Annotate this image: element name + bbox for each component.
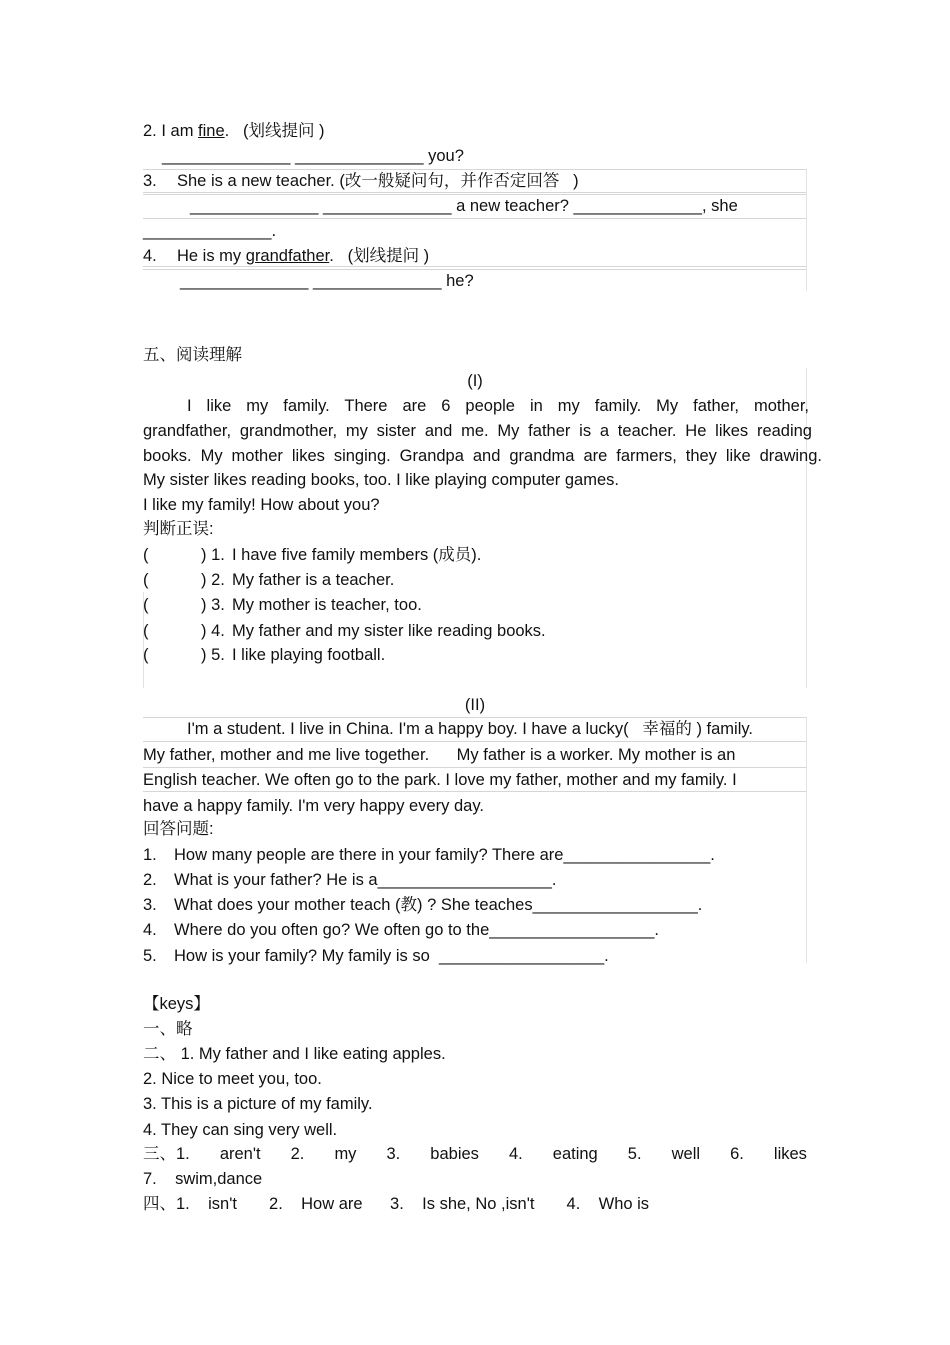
tf-item	[143, 570, 394, 590]
rule	[143, 194, 807, 195]
key-line: 二、 1. My father and I like eating apples.	[143, 1045, 446, 1063]
question-2	[143, 121, 325, 141]
key-line: 4. They can sing very well.	[143, 1121, 338, 1139]
key-line: 7. swim,dance	[143, 1170, 263, 1188]
question-item	[143, 895, 702, 915]
question-text: 2. I am	[143, 122, 199, 140]
tf-item	[143, 621, 546, 641]
item-number: 3.	[143, 896, 157, 914]
key-token: likes	[773, 1145, 807, 1163]
item-text: Where do you often go? We often go to the__________________.	[174, 921, 660, 939]
item-number: 5.	[143, 947, 157, 965]
item-text: My mother is teacher, too.	[232, 596, 422, 614]
key-token: eating	[552, 1145, 598, 1163]
question-4	[143, 246, 429, 266]
answer-line: ______________ ______________ a new teacher? ______________, she	[190, 197, 738, 215]
item-text: How many people are there in your family? There are________________.	[174, 846, 715, 864]
answer-blank: (	[143, 646, 149, 664]
rule	[806, 368, 807, 688]
key-line: 2. Nice to meet you, too.	[143, 1070, 322, 1088]
item-number: 1.	[143, 846, 157, 864]
item-text: What does your mother teach (教) ? She teaches__________________.	[174, 896, 703, 914]
item-number: 2.	[143, 871, 157, 889]
key-line: 一、略	[143, 1020, 193, 1038]
answer-blank: (	[143, 571, 149, 589]
passage-line: I'm a student. I live in China. I'm a happy boy. I have a lucky( 幸福的 ) family.	[187, 720, 753, 738]
rule	[143, 717, 807, 718]
item-text: I like playing football.	[232, 646, 386, 664]
item-number: ) 3.	[201, 596, 225, 614]
item-number: ) 4.	[201, 622, 225, 640]
answer-blank: (	[143, 596, 149, 614]
instruction: 判断正误:	[143, 520, 214, 538]
passage-line: My sister likes reading books, too. I like playing computer games.	[143, 471, 619, 489]
item-text: I have five family members (成员).	[232, 546, 482, 564]
passage-line: books. My mother likes singing. Grandpa and grandma are farmers, they like drawing.	[143, 447, 822, 465]
section-heading: 五、阅读理解	[143, 346, 242, 364]
passage-line: I like my family. There are 6 people in my family. My father, mother,	[187, 397, 809, 415]
key-token: 5.	[627, 1145, 642, 1163]
answer-blank: (	[143, 546, 149, 564]
question-text: . (划线提问 )	[329, 247, 430, 265]
key-token: 6.	[730, 1145, 744, 1163]
key-line: 四、1. isn't 2. How are 3. Is she, No ,isn't 4. Who is	[143, 1195, 650, 1213]
passage-line: My father, mother and me live together. My father is a worker. My mother is an	[143, 746, 736, 764]
item-text: My father is a teacher.	[232, 571, 395, 589]
question-number: 3.	[143, 172, 157, 190]
key-token: babies	[430, 1145, 479, 1163]
rule	[143, 741, 807, 742]
rule	[143, 169, 807, 170]
tf-item	[143, 545, 481, 565]
rule	[143, 791, 807, 792]
item-text: How is your family? My family is so __________________.	[174, 947, 609, 965]
answer-line: ______________.	[143, 222, 277, 240]
item-text: What is your father? He is a___________________.	[174, 871, 557, 889]
question-number: 4.	[143, 247, 157, 265]
question-item	[143, 845, 715, 865]
item-number: ) 2.	[201, 571, 225, 589]
key-line-san	[143, 1144, 807, 1164]
rule	[143, 269, 807, 270]
answer-line: ______________ ______________ you?	[162, 147, 464, 165]
item-text: My father and my sister like reading books.	[232, 622, 546, 640]
item-number: ) 1.	[201, 546, 225, 564]
rule	[143, 192, 807, 193]
question-item	[143, 946, 609, 966]
key-token: aren't	[219, 1145, 261, 1163]
question-text: . (划线提问 )	[224, 122, 325, 140]
keys-title: 【keys】	[143, 995, 210, 1013]
passage-label: (I)	[467, 372, 483, 390]
passage-line: grandfather, grandmother, my sister and me. My father is a teacher. He likes reading	[143, 422, 812, 440]
passage-line: I like my family! How about you?	[143, 496, 380, 514]
key-token: 3.	[386, 1145, 401, 1163]
key-token: well	[671, 1145, 701, 1163]
item-number: 4.	[143, 921, 157, 939]
tf-item	[143, 645, 385, 665]
answer-blank: (	[143, 622, 149, 640]
item-number: ) 5.	[201, 646, 225, 664]
rule	[806, 169, 807, 291]
underlined-word: grandfather	[245, 247, 330, 265]
passage-label: (II)	[464, 696, 486, 714]
key-line: 3. This is a picture of my family.	[143, 1095, 373, 1113]
question-text: She is a new teacher. (改一般疑问句，并作否定回答 )	[177, 172, 579, 190]
key-token: 2.	[290, 1145, 305, 1163]
rule	[806, 717, 807, 963]
instruction: 回答问题:	[143, 820, 214, 838]
question-item	[143, 870, 557, 890]
question-text: He is my	[177, 247, 246, 265]
question-item	[143, 920, 659, 940]
passage-line: English teacher. We often go to the park. I love my father, mother and my family. I	[143, 771, 737, 789]
question-3	[143, 171, 579, 191]
key-token: 三、1.	[143, 1145, 190, 1163]
answer-line: ______________ ______________ he?	[180, 272, 474, 290]
rule	[143, 767, 807, 768]
key-token: my	[334, 1145, 357, 1163]
rule	[143, 218, 807, 219]
underlined-word: fine	[198, 122, 225, 140]
tf-item	[143, 595, 422, 615]
rule	[143, 266, 807, 267]
key-token: 4.	[508, 1145, 523, 1163]
passage-line: have a happy family. I'm very happy every day.	[143, 797, 484, 815]
